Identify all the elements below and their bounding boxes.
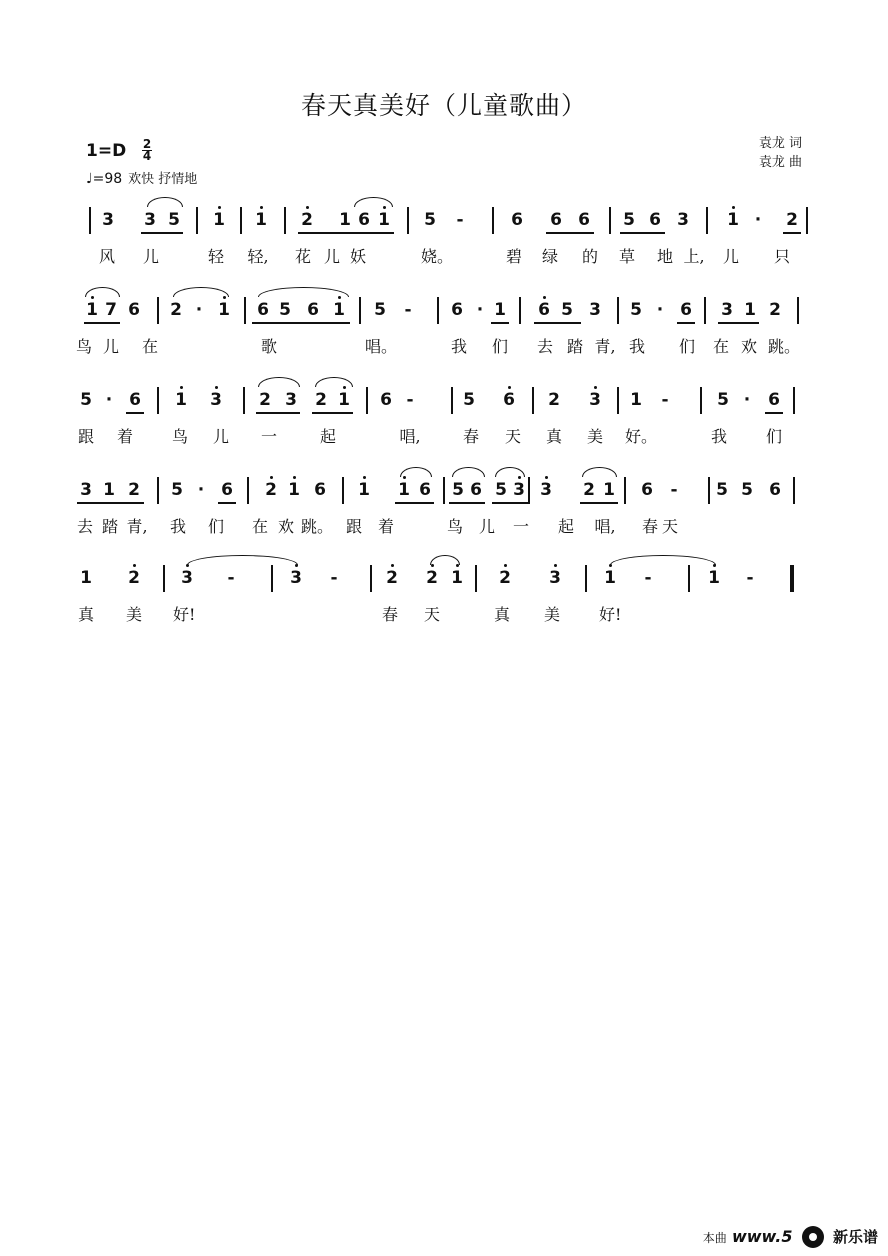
dash-note: -: [456, 210, 464, 230]
lyric: 轻,: [247, 247, 269, 266]
bar-line: [704, 297, 706, 324]
lyric: 儿: [212, 427, 229, 446]
tempo-marking: [86, 168, 197, 187]
lyric: 好。: [625, 427, 658, 446]
bar-line: [624, 477, 626, 504]
lyric: 绿: [541, 247, 558, 266]
lyric: 天: [423, 605, 440, 624]
bar-line: [793, 477, 795, 504]
note: 3: [102, 210, 114, 230]
lyric: 好!: [599, 605, 622, 624]
key-signature: 1=D: [86, 141, 127, 161]
bar-line: [806, 207, 808, 234]
slur: [173, 287, 229, 297]
lyric: 们: [207, 517, 224, 536]
lyric: 在: [251, 517, 268, 536]
underline-beam: [718, 322, 759, 324]
octave-dot: [180, 386, 183, 389]
note: 6: [307, 300, 319, 320]
footer-brand: 新乐谱: [832, 1227, 878, 1246]
slur: [85, 287, 120, 297]
note: 1: [378, 210, 390, 230]
note: 1: [86, 300, 98, 320]
note: 2: [426, 568, 438, 588]
lyric: 我: [169, 517, 186, 536]
note: 2: [170, 300, 182, 320]
note: 1: [604, 568, 616, 588]
note: 1: [727, 210, 739, 230]
note: 6: [680, 300, 692, 320]
note: 2: [301, 210, 313, 230]
bar-line: [243, 387, 245, 414]
lyric: 去: [536, 337, 553, 356]
tempo-bpm: =98: [92, 171, 123, 187]
note: 3: [589, 300, 601, 320]
lyric: 去: [76, 517, 93, 536]
lyric: 青,: [126, 517, 148, 536]
octave-dot: [504, 564, 507, 567]
slur: [452, 467, 485, 477]
composer-credit: 袁龙 曲: [758, 155, 802, 170]
bar-line: [89, 207, 91, 234]
dash-note: -: [661, 390, 669, 410]
time-signature-bottom: 4: [142, 149, 152, 163]
lyric: 鸟: [171, 427, 188, 446]
note: 3: [285, 390, 297, 410]
note: 5: [623, 210, 635, 230]
bar-line: [475, 565, 477, 592]
note: 6: [221, 480, 233, 500]
note: 6: [649, 210, 661, 230]
note: 1: [494, 300, 506, 320]
footer-watermark: [703, 1226, 878, 1249]
note: 6: [470, 480, 482, 500]
note: 2: [499, 568, 511, 588]
octave-dot: [363, 476, 366, 479]
lyric: 跳。: [301, 517, 334, 536]
underline-beam: [546, 232, 594, 234]
note: 5: [463, 390, 475, 410]
note: 1: [744, 300, 756, 320]
lyric: 轻: [207, 247, 224, 266]
note: 1: [630, 390, 642, 410]
quarter-note-icon: ♩: [86, 171, 93, 187]
bar-line: [240, 207, 242, 234]
note: 6: [768, 390, 780, 410]
lyric: 在: [141, 337, 158, 356]
bar-line: [532, 387, 534, 414]
slur: [315, 377, 353, 387]
bar-line: [797, 297, 799, 324]
note: 1: [339, 210, 351, 230]
credits: [759, 134, 802, 172]
note: 6: [419, 480, 431, 500]
dash-note: -: [227, 568, 235, 588]
lyric: 上,: [683, 247, 705, 266]
note: 1: [398, 480, 410, 500]
slur: [258, 287, 349, 297]
note: 6: [358, 210, 370, 230]
bar-line: [443, 477, 445, 504]
lyric: 风: [98, 247, 115, 266]
octave-dot: [732, 206, 735, 209]
dash-note: -: [644, 568, 652, 588]
lyric: 妖: [349, 247, 366, 266]
lyric: 美: [125, 605, 142, 624]
note: 5: [716, 480, 728, 500]
underline-beam: [491, 322, 509, 324]
lyric: 踏: [566, 337, 583, 356]
octave-dot: [260, 206, 263, 209]
lyric: 鸟: [75, 337, 92, 356]
note: 5: [452, 480, 464, 500]
octave-dot: [215, 386, 218, 389]
lyric: 们: [765, 427, 782, 446]
bar-line: [244, 297, 246, 324]
note: 3: [144, 210, 156, 230]
bar-line: [271, 565, 273, 592]
octave-dot: [218, 206, 221, 209]
lyric: 春: [641, 517, 658, 536]
dot-note: ·: [105, 390, 113, 410]
note: 5: [374, 300, 386, 320]
bar-line: [366, 387, 368, 414]
lyric: 跳。: [768, 337, 801, 356]
underline-beam: [126, 412, 144, 414]
note: 2: [128, 480, 140, 500]
time-signature: [142, 139, 152, 162]
note: 3: [210, 390, 222, 410]
note: 5: [279, 300, 291, 320]
slur: [400, 467, 432, 477]
note: 3: [540, 480, 552, 500]
underline-beam: [449, 502, 485, 504]
lyric: 春: [381, 605, 398, 624]
note: 1: [338, 390, 350, 410]
slur: [147, 197, 183, 207]
note: 5: [741, 480, 753, 500]
lyric: 一: [260, 427, 277, 446]
note: 2: [128, 568, 140, 588]
lyric: 起: [557, 517, 574, 536]
lyric: 儿: [722, 247, 739, 266]
note: 3: [513, 480, 525, 500]
octave-dot: [391, 564, 394, 567]
note: 3: [80, 480, 92, 500]
lyric: 儿: [142, 247, 159, 266]
octave-dot: [508, 386, 511, 389]
note: 1: [288, 480, 300, 500]
underline-beam: [218, 502, 236, 504]
bar-line: [609, 207, 611, 234]
lyric: 儿: [478, 517, 495, 536]
note: 3: [290, 568, 302, 588]
underline-beam: [765, 412, 783, 414]
note: 6: [128, 300, 140, 320]
note: 3: [181, 568, 193, 588]
octave-dot: [543, 296, 546, 299]
slur: [354, 197, 393, 207]
lyric: 儿: [102, 337, 119, 356]
lyric: 跟: [345, 517, 362, 536]
slur: [495, 467, 525, 477]
lyric: 歌: [260, 337, 277, 356]
note: 5: [630, 300, 642, 320]
underline-beam: [252, 322, 350, 324]
dash-note: -: [670, 480, 678, 500]
note: 6: [503, 390, 515, 410]
underline-beam: [534, 322, 581, 324]
note: 1: [103, 480, 115, 500]
octave-dot: [133, 564, 136, 567]
note: 5: [561, 300, 573, 320]
dash-note: -: [330, 568, 338, 588]
lyric: 在: [712, 337, 729, 356]
bar-line: [617, 387, 619, 414]
octave-dot: [545, 476, 548, 479]
lyric: 美: [586, 427, 603, 446]
slur: [258, 377, 300, 387]
dot-note: ·: [743, 390, 751, 410]
bar-line: [793, 387, 795, 414]
bar-line: [157, 477, 159, 504]
note: 6: [578, 210, 590, 230]
octave-dot: [594, 386, 597, 389]
lyric: 我: [628, 337, 645, 356]
note: 6: [380, 390, 392, 410]
note: 1: [80, 568, 92, 588]
note: 3: [721, 300, 733, 320]
lyric: 草: [618, 247, 635, 266]
dash-note: -: [406, 390, 414, 410]
lyric: 踏: [101, 517, 118, 536]
note: 6: [511, 210, 523, 230]
note: 1: [333, 300, 345, 320]
slur: [582, 467, 617, 477]
lyric: 青,: [594, 337, 616, 356]
underline-beam: [783, 232, 801, 234]
bar-line: [284, 207, 286, 234]
lyric: 真: [545, 427, 562, 446]
bar-line: [617, 297, 619, 324]
dot-note: ·: [197, 480, 205, 500]
lyric: 唱,: [399, 427, 421, 446]
note: 3: [589, 390, 601, 410]
bar-line: [585, 565, 587, 592]
note: 5: [80, 390, 92, 410]
bar-line: [407, 207, 409, 234]
lyric: 着: [116, 427, 133, 446]
bar-line: [359, 297, 361, 324]
bar-line: [519, 297, 521, 324]
lyric: 唱。: [365, 337, 398, 356]
lyric: 地: [656, 247, 673, 266]
note: 3: [549, 568, 561, 588]
underline-beam: [580, 502, 618, 504]
footer-url: www.5: [731, 1226, 793, 1246]
note: 1: [358, 480, 370, 500]
bar-line: [528, 477, 530, 504]
lyric: 们: [491, 337, 508, 356]
note: 6: [129, 390, 141, 410]
note: 6: [641, 480, 653, 500]
lyric: 春: [462, 427, 479, 446]
note: 6: [314, 480, 326, 500]
underline-beam: [77, 502, 144, 504]
footer-prefix: 本曲: [702, 1230, 727, 1245]
note: 6: [769, 480, 781, 500]
note: 5: [424, 210, 436, 230]
record-logo-icon: [802, 1226, 824, 1248]
octave-dot: [293, 476, 296, 479]
underline-beam: [492, 502, 528, 504]
lyric: 花: [294, 247, 311, 266]
lyric: 着: [377, 517, 394, 536]
lyric: 鸟: [446, 517, 463, 536]
bar-line: [342, 477, 344, 504]
note: 1: [218, 300, 230, 320]
slur: [610, 555, 716, 565]
underline-beam: [84, 322, 120, 324]
note: 5: [495, 480, 507, 500]
slur: [430, 555, 460, 565]
bar-line: [247, 477, 249, 504]
lyric: 好!: [173, 605, 196, 624]
underline-beam: [677, 322, 695, 324]
lyric: 真: [77, 605, 94, 624]
note: 6: [538, 300, 550, 320]
lyric: 们: [678, 337, 695, 356]
time-signature-top: 2: [142, 137, 152, 151]
dot-note: ·: [754, 210, 762, 230]
dash-note: -: [746, 568, 754, 588]
bar-line: [163, 565, 165, 592]
lyric: 我: [710, 427, 727, 446]
lyricist-credit: 袁龙 词: [758, 136, 802, 151]
lyric: 我: [450, 337, 467, 356]
lyric: 跟: [77, 427, 94, 446]
note: 3: [677, 210, 689, 230]
underline-beam: [395, 502, 434, 504]
note: 5: [171, 480, 183, 500]
octave-dot: [270, 476, 273, 479]
lyric: 欢: [740, 337, 757, 356]
bar-line: [700, 387, 702, 414]
underline-beam: [141, 232, 183, 234]
note: 2: [769, 300, 781, 320]
octave-dot: [306, 206, 309, 209]
lyric: 美: [543, 605, 560, 624]
bar-line: [196, 207, 198, 234]
final-bar-line: [790, 565, 794, 592]
lyric: 欢: [277, 517, 294, 536]
lyric: 起: [319, 427, 336, 446]
bar-line: [708, 477, 710, 504]
lyric: 真: [493, 605, 510, 624]
dot-note: ·: [195, 300, 203, 320]
note: 1: [213, 210, 225, 230]
bar-line: [437, 297, 439, 324]
song-title: 春天真美好（儿童歌曲）: [300, 91, 587, 120]
lyric: 的: [581, 247, 598, 266]
lyric: 一: [512, 517, 529, 536]
note: 6: [550, 210, 562, 230]
note: 2: [786, 210, 798, 230]
lyric: 天: [661, 517, 678, 536]
bar-line: [492, 207, 494, 234]
note: 2: [315, 390, 327, 410]
lyric: 娆。: [421, 247, 454, 266]
note: 2: [386, 568, 398, 588]
bar-line: [157, 387, 159, 414]
dash-note: -: [404, 300, 412, 320]
slur: [187, 555, 298, 565]
note: 5: [168, 210, 180, 230]
note: 2: [548, 390, 560, 410]
note: 2: [265, 480, 277, 500]
lyric: 儿: [323, 247, 340, 266]
underline-beam: [620, 232, 665, 234]
note: 7: [105, 300, 117, 320]
lyric: 只: [773, 247, 790, 266]
bar-line: [706, 207, 708, 234]
underline-beam: [298, 232, 394, 234]
bar-line: [370, 565, 372, 592]
dot-note: ·: [476, 300, 484, 320]
note: 6: [451, 300, 463, 320]
note: 1: [708, 568, 720, 588]
tempo-description: 欢快 抒情地: [128, 172, 198, 187]
lyric: 天: [504, 427, 521, 446]
bar-line: [688, 565, 690, 592]
underline-beam: [256, 412, 300, 414]
bar-line: [451, 387, 453, 414]
note: 1: [451, 568, 463, 588]
underline-beam: [312, 412, 353, 414]
note: 2: [259, 390, 271, 410]
octave-dot: [554, 564, 557, 567]
note: 1: [255, 210, 267, 230]
bar-line: [157, 297, 159, 324]
note: 1: [175, 390, 187, 410]
lyric: 碧: [505, 247, 522, 266]
note: 5: [717, 390, 729, 410]
note: 1: [603, 480, 615, 500]
dot-note: ·: [656, 300, 664, 320]
lyric: 唱,: [594, 517, 616, 536]
note: 2: [583, 480, 595, 500]
note: 6: [257, 300, 269, 320]
